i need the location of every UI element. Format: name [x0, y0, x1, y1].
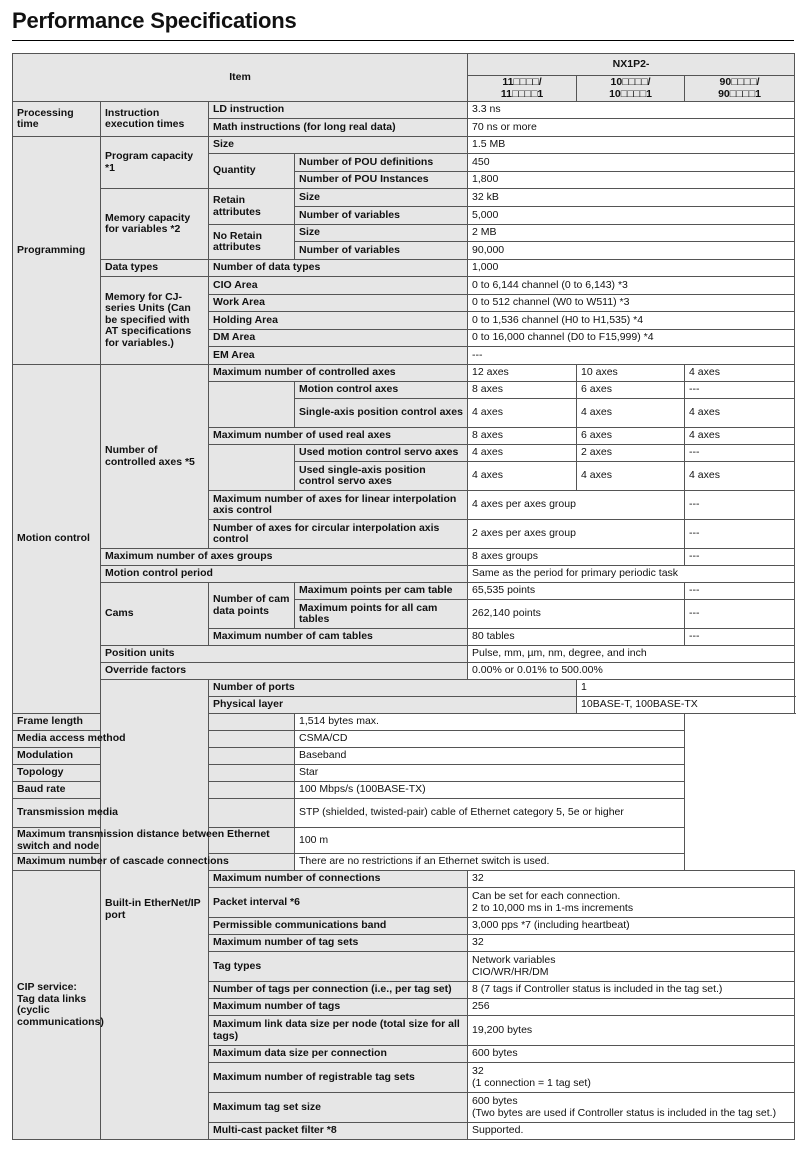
value-max-cam-tables: 80 tables: [468, 629, 685, 646]
label-max-cam-tables: Maximum number of cam tables: [209, 629, 468, 646]
value-max-controlled-axes-10: 10 axes: [577, 365, 685, 382]
label-math-instructions: Math instructions (for long real data): [209, 119, 468, 137]
label-modulation: Modulation: [13, 748, 295, 765]
value-no-retain-size: 2 MB: [468, 225, 795, 242]
header-col-11-line1: 11□□□□/: [502, 76, 542, 88]
label-physical-layer: Physical layer: [209, 697, 577, 714]
sub-memory-capacity: Memory capacity for variables *2: [101, 189, 209, 260]
value-em-area: ---: [468, 347, 795, 365]
value-tag-types-line1: Network variables: [472, 954, 556, 966]
header-item: Item: [13, 54, 468, 102]
label-tags-per-connection: Number of tags per connection (i.e., per tag set): [209, 982, 468, 999]
indent-cell: [209, 382, 295, 428]
label-max-cascade: Maximum number of cascade connections: [13, 854, 295, 871]
value-circular-interpolation-90: ---: [685, 520, 795, 549]
value-cio-area: 0 to 6,144 channel (0 to 6,143) *3: [468, 277, 795, 295]
value-max-cascade: There are no restrictions if an Ethernet switch is used.: [295, 854, 685, 871]
value-no-retain-variables: 90,000: [468, 242, 795, 260]
label-frame-length: Frame length: [13, 714, 295, 731]
value-multicast-filter: Supported.: [468, 1123, 795, 1140]
value-baud-rate: 100 Mbps/s (100BASE-TX): [295, 782, 685, 799]
value-modulation: Baseband: [295, 748, 685, 765]
label-media-access: Media access method: [13, 731, 295, 748]
label-dm-area: DM Area: [209, 330, 468, 347]
value-single-axis-position-control-11: 4 axes: [468, 399, 577, 428]
sub-instruction-times: Instruction execution times: [101, 102, 209, 137]
value-max-used-real-axes-90: 4 axes: [685, 428, 795, 445]
value-max-registrable-tag-sets-line1: 32: [472, 1065, 484, 1077]
label-used-motion-servo-axes: Used motion control servo axes: [295, 445, 468, 462]
value-max-points-per-cam: 65,535 points: [468, 583, 685, 600]
value-max-tag-sets: 32: [468, 935, 795, 952]
label-motion-control-axes: Motion control axes: [295, 382, 468, 399]
value-work-area: 0 to 512 channel (W0 to W511) *3: [468, 295, 795, 312]
label-max-points-per-cam: Maximum points per cam table: [295, 583, 468, 600]
value-circular-interpolation: 2 axes per axes group: [468, 520, 685, 549]
value-max-data-size-per-connection: 600 bytes: [468, 1046, 795, 1063]
value-motion-control-axes-10: 6 axes: [577, 382, 685, 399]
title-rule: [12, 40, 794, 41]
value-used-single-axis-servo-11: 4 axes: [468, 462, 577, 491]
label-baud-rate: Baud rate: [13, 782, 295, 799]
value-single-axis-position-control-90: 4 axes: [685, 399, 795, 428]
cat-processing-time: Processing time: [13, 102, 101, 137]
value-used-motion-servo-axes-11: 4 axes: [468, 445, 577, 462]
label-override-factors: Override factors: [101, 663, 468, 680]
header-col-90-line2: 90□□□□1: [718, 87, 761, 100]
cat-programming: Programming: [13, 137, 101, 365]
label-no-retain-size: Size: [295, 225, 468, 242]
label-program-size: Size: [209, 137, 468, 154]
value-max-tag-set-size: [468, 1093, 795, 1123]
label-max-transmission-distance: Maximum transmission distance between Ethernet switch and node: [13, 828, 295, 854]
indent-cell: [209, 445, 295, 491]
value-max-axes-groups: 8 axes groups: [468, 549, 685, 566]
sub-number-controlled-axes: Number of controlled axes *5: [101, 365, 209, 549]
value-tags-per-connection: 8 (7 tags if Controller status is included in the tag set.): [468, 982, 795, 999]
value-single-axis-position-control-10: 4 axes: [577, 399, 685, 428]
value-pou-instances: 1,800: [468, 172, 795, 189]
value-motion-control-axes-11: 8 axes: [468, 382, 577, 399]
value-retain-variables: 5,000: [468, 207, 795, 225]
label-single-axis-position-control: Single-axis position control axes: [295, 399, 468, 428]
label-holding-area: Holding Area: [209, 312, 468, 330]
label-em-area: EM Area: [209, 347, 468, 365]
value-ld-instruction: 3.3 ns: [468, 102, 795, 119]
label-max-link-data-size: Maximum link data size per node (total size for all tags): [209, 1016, 468, 1046]
value-max-registrable-tag-sets: [468, 1063, 795, 1093]
value-position-units: Pulse, mm, µm, nm, degree, and inch: [468, 646, 795, 663]
page-title: Performance Specifications: [12, 8, 297, 33]
label-max-controlled-axes: Maximum number of controlled axes: [209, 365, 468, 382]
label-max-tags: Maximum number of tags: [209, 999, 468, 1016]
header-col-90: [685, 76, 795, 102]
sub-cip-tag-data-links: CIP service: Tag data links (cyclic communications): [13, 871, 101, 1140]
value-physical-layer: 10BASE-T, 100BASE-TX: [577, 697, 795, 714]
label-max-points-all-cams: Maximum points for all cam tables: [295, 600, 468, 629]
label-no-retain-attributes: No Retain attributes: [209, 225, 295, 260]
label-transmission-media: Transmission media: [13, 799, 295, 828]
value-max-cam-tables-90: ---: [685, 629, 795, 646]
value-override-factors: 0.00% or 0.01% to 500.00%: [468, 663, 795, 680]
value-max-transmission-distance: 100 m: [295, 828, 685, 854]
value-max-points-all-cams: 262,140 points: [468, 600, 685, 629]
value-max-points-all-cams-90: ---: [685, 600, 795, 629]
label-tag-types: Tag types: [209, 952, 468, 982]
label-max-axes-groups: Maximum number of axes groups: [101, 549, 468, 566]
value-used-single-axis-servo-90: 4 axes: [685, 462, 795, 491]
cat-motion-control: Motion control: [13, 365, 101, 714]
value-max-registrable-tag-sets-line2: (1 connection = 1 tag set): [472, 1076, 591, 1089]
value-transmission-media: STP (shielded, twisted-pair) cable of Ethernet category 5, 5e or higher: [295, 799, 685, 828]
value-program-size: 1.5 MB: [468, 137, 795, 154]
sub-cams: Cams: [101, 583, 209, 646]
label-number-data-types: Number of data types: [209, 260, 468, 277]
cat-ethernet-port: Built-in EtherNet/IP port: [101, 680, 209, 1140]
label-ld-instruction: LD instruction: [209, 102, 468, 119]
value-used-single-axis-servo-10: 4 axes: [577, 462, 685, 491]
value-math-instructions: 70 ns or more: [468, 119, 795, 137]
value-motion-control-period: Same as the period for primary periodic task: [468, 566, 795, 583]
label-pou-definitions: Number of POU definitions: [295, 154, 468, 172]
label-max-connections: Maximum number of connections: [209, 871, 468, 888]
value-max-tag-set-size-line2: (Two bytes are used if Controller status is included in the tag set.): [472, 1106, 777, 1119]
label-no-retain-variables: Number of variables: [295, 242, 468, 260]
header-col-90-line1: 90□□□□/: [719, 76, 760, 88]
value-packet-interval-line2: 2 to 10,000 ms in 1-ms increments: [472, 901, 634, 914]
label-max-tag-sets: Maximum number of tag sets: [209, 935, 468, 952]
value-dm-area: 0 to 16,000 channel (D0 to F15,999) *4: [468, 330, 795, 347]
label-circular-interpolation: Number of axes for circular interpolation axis control: [209, 520, 468, 549]
value-holding-area: 0 to 1,536 channel (H0 to H1,535) *4: [468, 312, 795, 330]
value-max-link-data-size: 19,200 bytes: [468, 1016, 795, 1046]
value-number-of-ports: 1: [577, 680, 795, 697]
value-pou-definitions: 450: [468, 154, 795, 172]
value-tag-types-line2: CIO/WR/HR/DM: [472, 965, 549, 978]
label-linear-interpolation: Maximum number of axes for linear interpolation axis control: [209, 491, 468, 520]
label-motion-control-period: Motion control period: [101, 566, 468, 583]
header-col-11-line2: 11□□□□1: [500, 87, 544, 100]
label-packet-interval: Packet interval *6: [209, 888, 468, 918]
label-pou-instances: Number of POU Instances: [295, 172, 468, 189]
sub-program-capacity: Program capacity *1: [101, 137, 209, 189]
value-linear-interpolation: 4 axes per axes group: [468, 491, 685, 520]
value-max-connections: 32: [468, 871, 795, 888]
label-used-single-axis-servo: Used single-axis position control servo axes: [295, 462, 468, 491]
value-max-controlled-axes-11: 12 axes: [468, 365, 577, 382]
label-retain-size: Size: [295, 189, 468, 207]
label-max-data-size-per-connection: Maximum data size per connection: [209, 1046, 468, 1063]
label-quantity: Quantity: [209, 154, 295, 189]
value-retain-size: 32 kB: [468, 189, 795, 207]
sub-cj-memory: Memory for CJ-series Units (Can be specified with AT specifications for variables.): [101, 277, 209, 365]
value-motion-control-axes-90: ---: [685, 382, 795, 399]
value-linear-interpolation-90: ---: [685, 491, 795, 520]
label-cam-data-points: Number of cam data points: [209, 583, 295, 629]
header-col-10-line2: 10□□□□1: [609, 87, 652, 100]
label-work-area: Work Area: [209, 295, 468, 312]
value-communications-band: 3,000 pps *7 (including heartbeat): [468, 918, 795, 935]
label-max-registrable-tag-sets: Maximum number of registrable tag sets: [209, 1063, 468, 1093]
value-used-motion-servo-axes-90: ---: [685, 445, 795, 462]
sub-data-types: Data types: [101, 260, 209, 277]
value-used-motion-servo-axes-10: 2 axes: [577, 445, 685, 462]
label-cio-area: CIO Area: [209, 277, 468, 295]
performance-spec-table: [12, 53, 795, 1140]
header-col-11: [468, 76, 577, 102]
value-packet-interval-line1: Can be set for each connection.: [472, 890, 621, 902]
value-max-controlled-axes-90: 4 axes: [685, 365, 795, 382]
header-col-10: [577, 76, 685, 102]
value-max-axes-groups-90: ---: [685, 549, 795, 566]
header-col-10-line1: 10□□□□/: [610, 76, 651, 88]
label-position-units: Position units: [101, 646, 468, 663]
header-model: NX1P2-: [468, 54, 795, 76]
value-topology: Star: [295, 765, 685, 782]
label-communications-band: Permissible communications band: [209, 918, 468, 935]
label-topology: Topology: [13, 765, 295, 782]
value-max-used-real-axes-10: 6 axes: [577, 428, 685, 445]
label-multicast-filter: Multi-cast packet filter *8: [209, 1123, 468, 1140]
label-max-tag-set-size: Maximum tag set size: [209, 1093, 468, 1123]
value-packet-interval: [468, 888, 795, 918]
value-number-data-types: 1,000: [468, 260, 795, 277]
value-max-tag-set-size-line1: 600 bytes: [472, 1095, 518, 1107]
value-max-used-real-axes-11: 8 axes: [468, 428, 577, 445]
label-retain-attributes: Retain attributes: [209, 189, 295, 225]
value-media-access: CSMA/CD: [295, 731, 685, 748]
label-retain-variables: Number of variables: [295, 207, 468, 225]
value-max-tags: 256: [468, 999, 795, 1016]
value-max-points-per-cam-90: ---: [685, 583, 795, 600]
label-number-of-ports: Number of ports: [209, 680, 577, 697]
label-max-used-real-axes: Maximum number of used real axes: [209, 428, 468, 445]
value-tag-types: [468, 952, 795, 982]
value-frame-length: 1,514 bytes max.: [295, 714, 685, 731]
